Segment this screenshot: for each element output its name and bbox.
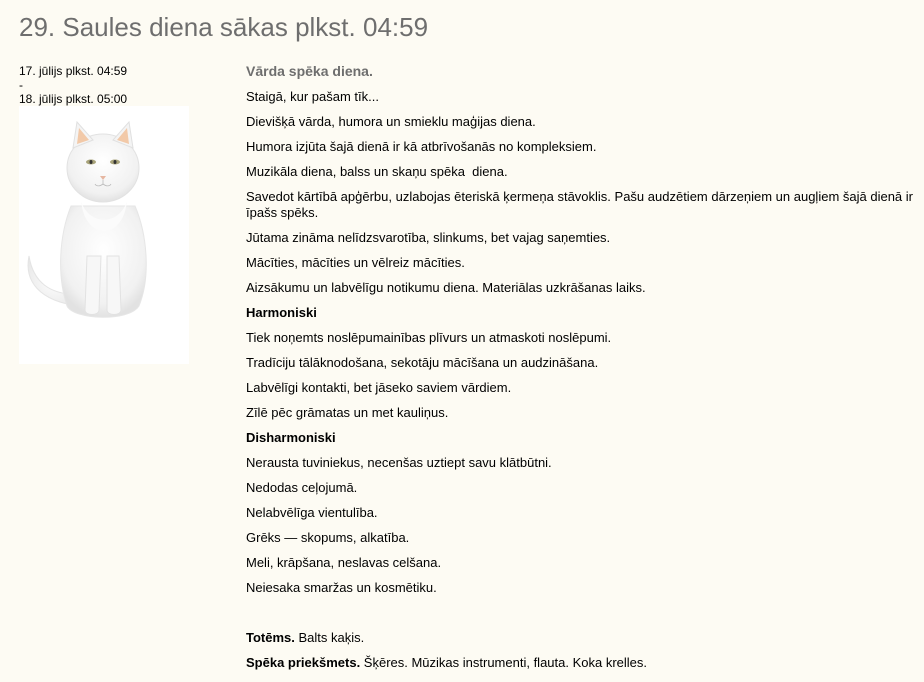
disharmonic-line: Nerausta tuviniekus, necenšas uztiept savu klātbūtni. xyxy=(246,455,552,470)
intro-line: Humora izjūta šajā dienā ir kā atbrīvošanās no kompleksiem. xyxy=(246,139,597,154)
main-content xyxy=(246,62,922,680)
disharmonic-line: Neiesaka smaržas un kosmētiku. xyxy=(246,580,437,595)
intro-line: Savedot kārtībā apģērbu, uzlabojas ēteriskā ķermeņa stāvoklis. Pašu audzētiem dārzeņiem un augļiem šajā dienā ir īpašs spēks. xyxy=(246,189,913,220)
date-separator: - xyxy=(19,78,23,92)
intro-line: Jūtama zināma nelīdzsvarotība, slinkums, bet vajag saņemties. xyxy=(246,230,611,245)
disharmonic-line: Nelabvēlīga vientulība. xyxy=(246,505,378,520)
harmonic-line: Zīlē pēc grāmatas un met kauliņus. xyxy=(246,405,449,420)
disharmonic-heading: Disharmoniski xyxy=(246,430,336,445)
page-title: 29. Saules diena sākas plkst. 04:59 xyxy=(19,12,429,42)
start-time: 17. jūlijs plkst. 04:59 xyxy=(19,64,128,78)
day-heading: Vārda spēka diena. xyxy=(246,63,373,79)
totem-label: Totēms. xyxy=(246,630,295,645)
cat-icon xyxy=(19,106,189,364)
end-time: 18. jūlijs plkst. 05:00 xyxy=(19,92,128,106)
intro-line: Staigā, kur pašam tīk... xyxy=(246,89,379,104)
harmonic-line: Tiek noņemts noslēpumainības plīvurs un atmaskoti noslēpumi. xyxy=(246,330,612,345)
harmonic-line: Tradīciju tālāknodošana, sekotāju mācīšana un audzināšana. xyxy=(246,355,599,370)
intro-line: Mācīties, mācīties un vēlreiz mācīties. xyxy=(246,255,465,270)
spacer xyxy=(246,605,922,630)
white-cat-image xyxy=(19,106,189,364)
disharmonic-line: Meli, krāpšana, neslavas celšana. xyxy=(246,555,442,570)
harmonic-heading: Harmoniski xyxy=(246,305,317,320)
intro-line: Aizsākumu un labvēlīgu notikumu diena. Materiālas uzkrāšanas laiks. xyxy=(246,280,646,295)
totem-value: Balts kaķis. xyxy=(294,630,365,645)
sidebar xyxy=(19,64,219,364)
totem-line xyxy=(246,630,922,646)
harmonic-line: Labvēlīgi kontakti, bet jāseko saviem vārdiem. xyxy=(246,380,512,395)
power-object-label: Spēka priekšmets. xyxy=(246,655,361,670)
power-object-line xyxy=(246,655,922,671)
intro-line: Muzikāla diena, balss un skaņu spēka diena. xyxy=(246,164,508,179)
intro-line: Dievišķā vārda, humora un smieklu maģijas diena. xyxy=(246,114,536,129)
disharmonic-line: Grēks — skopums, alkatība. xyxy=(246,530,410,545)
power-object-value: Šķēres. Mūzikas instrumenti, flauta. Koka krelles. xyxy=(360,655,648,670)
disharmonic-line: Nedodas ceļojumā. xyxy=(246,480,358,495)
